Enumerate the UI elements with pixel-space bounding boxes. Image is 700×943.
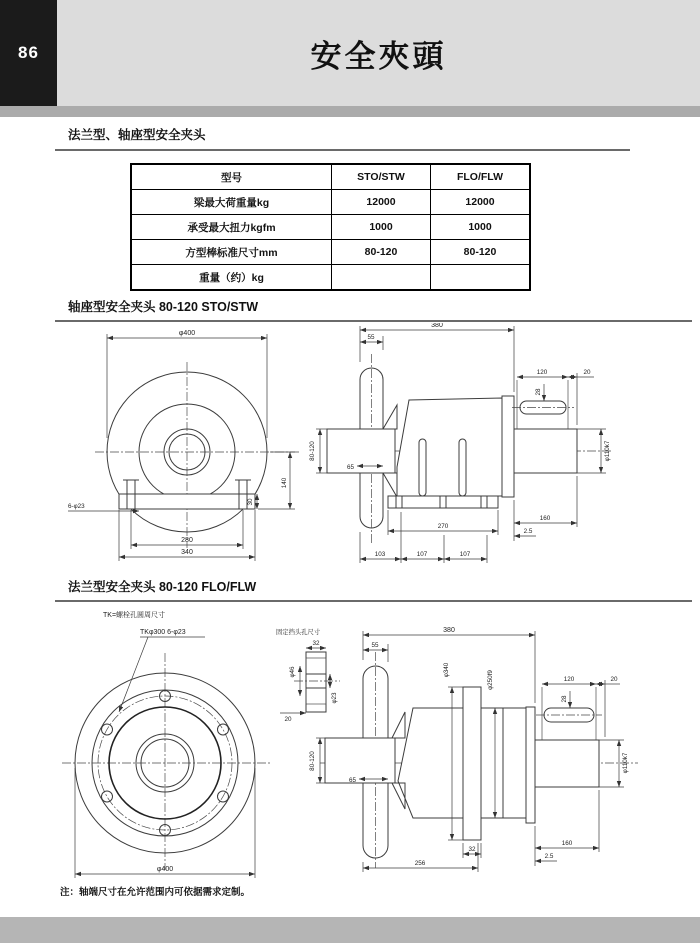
end-cap-2 bbox=[526, 707, 535, 823]
cell-value: 80-120 bbox=[431, 240, 531, 265]
output-shaft-2 bbox=[535, 740, 599, 787]
dim-total-380: 380 bbox=[431, 323, 443, 329]
dim-flange-32: 32 bbox=[468, 846, 476, 853]
dim-shaft-dia-2: φ110k7 bbox=[622, 752, 629, 774]
cell-value: 1000 bbox=[431, 215, 531, 240]
dim-seg-107b: 107 bbox=[459, 551, 471, 558]
table-row bbox=[131, 215, 530, 240]
cell-value: 80-120 bbox=[332, 240, 431, 265]
dim-disc-55: 55 bbox=[367, 334, 375, 341]
section-rule-2 bbox=[55, 320, 692, 322]
dim-hub-65: 65 bbox=[346, 464, 354, 471]
row-label: 方型棒标准尺寸mm bbox=[131, 240, 332, 265]
fixing-head-detail bbox=[276, 627, 340, 723]
pin-left bbox=[419, 439, 426, 496]
dim-seg-107a: 107 bbox=[416, 551, 428, 558]
dim-detail-d23: φ23 bbox=[331, 692, 338, 704]
cell-value: 12000 bbox=[431, 190, 531, 215]
dim-spigot-d250f9: φ250f9 bbox=[487, 670, 494, 690]
housing-body bbox=[397, 398, 502, 496]
dim-base-270: 270 bbox=[437, 523, 449, 530]
flange-side-view bbox=[309, 627, 638, 872]
rear-section bbox=[503, 708, 526, 818]
dim-gap-2-5-2: 2.5 bbox=[544, 853, 554, 860]
spec-table-header-row bbox=[131, 164, 530, 190]
pin-right bbox=[459, 439, 466, 496]
dim-flange-d340: φ340 bbox=[443, 662, 450, 678]
page-title: 安全夾頭 bbox=[310, 38, 447, 74]
dim-body-256: 256 bbox=[414, 860, 426, 867]
table-row bbox=[131, 240, 530, 265]
dim-disc-55-2: 55 bbox=[371, 642, 379, 649]
dim-detail-32: 32 bbox=[312, 640, 320, 647]
dim-front-diameter: φ400 bbox=[178, 330, 196, 337]
dim-bore-80-120: 80-120 bbox=[309, 441, 316, 461]
dim-flange-diameter: φ400 bbox=[156, 866, 174, 873]
dim-shaft-160-2: 160 bbox=[561, 840, 573, 847]
dim-key-off-20-2: 20 bbox=[610, 676, 618, 683]
detail-title: 固定挡头孔尺寸 bbox=[276, 629, 321, 636]
row-label: 承受最大扭力kgfm bbox=[131, 215, 332, 240]
output-shaft bbox=[514, 429, 577, 473]
section-heading-flange: 法兰型安全夹头 80-120 FLO/FLW bbox=[68, 580, 257, 594]
dim-width-280: 280 bbox=[181, 537, 193, 544]
cell-value bbox=[332, 265, 431, 291]
cell-value bbox=[431, 265, 531, 291]
square-bar-bore bbox=[327, 429, 395, 473]
section-rule-1 bbox=[55, 149, 630, 151]
dim-base-30: 30 bbox=[247, 498, 254, 506]
housing-body-2 bbox=[398, 708, 463, 818]
dim-shaft-dia: φ110k7 bbox=[604, 440, 611, 462]
dim-key-120: 120 bbox=[536, 369, 548, 376]
dim-key-28: 28 bbox=[535, 388, 542, 396]
col-header-sto: STO/STW bbox=[332, 164, 431, 190]
bottom-bar bbox=[0, 917, 700, 943]
end-cap bbox=[502, 396, 514, 497]
pedestal-type-drawing bbox=[55, 323, 695, 578]
dim-hub-65-2: 65 bbox=[348, 777, 356, 784]
square-bar-bore-2 bbox=[325, 738, 395, 783]
spec-table bbox=[130, 163, 531, 291]
spigot-section bbox=[481, 708, 503, 818]
footer-note: 注：轴端尺寸在允许范围内可依据需求定制。 bbox=[60, 887, 251, 898]
section-heading-overview: 法兰型、轴座型安全夹头 bbox=[68, 128, 206, 142]
cell-value: 1000 bbox=[332, 215, 431, 240]
row-label: 重量（约）kg bbox=[131, 265, 332, 291]
dim-height-140: 140 bbox=[281, 477, 288, 489]
dim-total-380-2: 380 bbox=[443, 627, 455, 634]
dim-key-28-2: 28 bbox=[561, 695, 568, 703]
dim-bolt-holes: 6-φ23 bbox=[68, 503, 85, 510]
dim-bore-80-120-2: 80-120 bbox=[309, 751, 316, 771]
col-header-flo: FLO/FLW bbox=[431, 164, 531, 190]
dim-detail-d46: φ46 bbox=[289, 666, 296, 678]
col-header-model: 型号 bbox=[131, 164, 332, 190]
tk-dim-label: TKφ300 6-φ23 bbox=[140, 629, 186, 636]
dim-key-120-2: 120 bbox=[563, 676, 575, 683]
table-row bbox=[131, 265, 530, 291]
row-label: 梁最大荷重量kg bbox=[131, 190, 332, 215]
section-heading-pedestal: 轴座型安全夹头 80-120 STO/STW bbox=[68, 300, 259, 314]
header-divider bbox=[0, 106, 700, 117]
dim-detail-20: 20 bbox=[284, 716, 292, 723]
dim-key-off-20: 20 bbox=[583, 369, 591, 376]
page-number: 86 bbox=[18, 43, 39, 62]
pedestal-front-view bbox=[68, 330, 300, 561]
table-row bbox=[131, 190, 530, 215]
flange-type-drawing bbox=[55, 602, 695, 908]
tk-note: TK=螺栓孔圆周尺寸 bbox=[103, 612, 166, 619]
flange-front-view bbox=[62, 653, 270, 878]
dim-shaft-160: 160 bbox=[539, 515, 551, 522]
dim-width-340: 340 bbox=[181, 549, 193, 556]
pedestal-side-view bbox=[309, 323, 612, 563]
detail-bar bbox=[306, 652, 326, 712]
dim-seg-103: 103 bbox=[374, 551, 386, 558]
page-number-box bbox=[0, 0, 57, 106]
base-plate bbox=[119, 494, 255, 509]
cell-value: 12000 bbox=[332, 190, 431, 215]
dim-gap-2-5: 2.5 bbox=[523, 528, 533, 535]
flange-plate bbox=[463, 687, 481, 840]
